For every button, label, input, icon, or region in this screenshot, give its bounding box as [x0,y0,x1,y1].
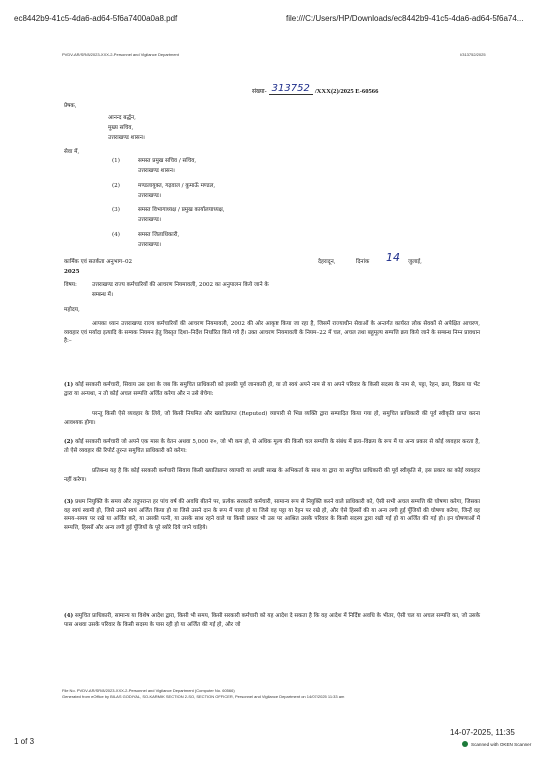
clause-paragraph [64,612,480,629]
clause-proviso: प्रतिबन्ध यह है कि कोई सरकारी कर्मचारी सिवाय किसी ख्यातिप्राप्त व्यापारी या अच्छी साख के अभिकर्ता के साथ या द्वारा या समुचित प्राधिकारी की पूर्व स्वीकृति से, इस प्रकार का कोई व्यवहार नहीं करेगा। [64,468,480,483]
sender-designation: मुख्य सचिव, [108,125,134,131]
recipient-line2: उत्तराखण्ड। [138,217,162,223]
clause-paragraph [64,498,480,532]
section-name: कार्मिक एवं सतर्कता अनुभाग–02 [64,259,133,265]
handwritten-number: 313752 [269,83,313,95]
scanner-logo-icon [462,741,468,747]
sender-office: उत्तराखण्ड शासन। [108,135,145,141]
clause-number: (3) [64,499,74,505]
print-filename: ec8442b9-41c5-4da6-ad64-5f6a7400a0a8.pdf [14,14,178,23]
recipient-no: (1) [112,158,120,164]
clause-text: कोई सरकारी कर्मचारी जो अपने एक मास के वेतन अथवा 5,000 रु०, जो भी कम हो, से अधिक मूल्य की किसी चल सम्पत्ति के संबंध में क्रय–विक्रय के रूप में या अन्य प्रकार से कोई व्यवहार करता है, तो ऐसे व्यवहार की रिपोर्ट तुरन्त समुचित प्राधिकारी को करेगा: [64,439,481,454]
recipients-label: सेवा में, [64,149,80,155]
print-datetime: 14-07-2025, 11:35 [450,728,515,737]
clause-number: (2) [64,439,74,445]
clause-number: (4) [64,613,74,619]
scanner-watermark [462,741,531,747]
subject-label: विषय: [64,282,77,288]
clause-paragraph [64,438,480,455]
letter-number-line [252,83,378,95]
recipient-line1: समस्त प्रमुख सचिव / सचिव, [138,158,197,164]
date-month: जुलाई, [408,259,422,265]
recipient-line2: उत्तराखण्ड। [138,242,162,248]
print-file-path: file:///C:/Users/HP/Downloads/ec8442b9-41c5-4da6-ad64-5f6a74... [286,14,524,23]
clause-text: प्रथम नियुक्ति के समय और तदुपरान्त हर पांच वर्ष की अवधि बीतने पर, प्रत्येक सरकारी कर्मचारी, सामान्य रूप से नियुक्ति करने वाले प्राधिकारी को, ऐसी सभी अचल सम्पत्ति की घोषणा करेगा, जिसका वह स्वयं स्वामी हो, जिसे उसने स्वयं अर्जित किया हो या जिसे उसने दान के रूप में पाया हो या जिसे वह पट्टा या रेहन पर रखे हो, और ऐसे हिस्सों की या अन्य लगी हुई पूँजियों की घोषणा करेगा, जिन्हें वह समय–समय पर रखे या अर्जित करे, या उसकी पत्नी, या उसके साथ रहने वाले या किसी प्रकार भी उस पर आश्रित उसके परिवार के किसी सदस्य द्वारा रखी गई हो या अर्जित की गई हो। इन घोषणाओं में सम्पत्ति, हिस्सों और अन्य लगी हुई पूँजियों के पूरे ब्योरे दिये जाने चाहिये। [64,499,480,531]
recipient-no: (2) [112,183,120,189]
recipient-line1: मण्डलायुक्त, गढ़वाल / कुमाऊँ मण्डल, [138,183,216,189]
number-label: संख्या- [252,88,267,95]
salutation: महोदय, [64,307,80,313]
recipient-line1: समस्त विभागाध्यक्ष / प्रमुख कार्यालयाध्यक्ष, [138,207,225,213]
clause-paragraph [64,381,480,398]
recipient-no: (4) [112,232,120,238]
intro-paragraph: आपका ध्यान उत्तराखण्ड राज्य कर्मचारियों की आचरण नियमावली, 2002 की ओर आकृष्ट किया जा रहा है, जिसमें राज्याधीन सेवाओं के अन्तर्गत कार्यरत लोक सेवकों से अपेक्षित आचरण, व्यवहार एवं मर्यादा इत्यादि के सम्यक नियमन हेतु विस्तृत दिशा–निर्देश निर्धारित किये गये हैं। उक्त आचरण नियमावली के नियम–22 में चल, अचल तथा बहुमूल्य सम्पत्ति क्रय किये जाने के सम्बन्ध निम्न प्रावधान है:– [64,321,480,345]
recipient-line2: उत्तराखण्ड। [138,193,162,199]
recipient-no: (3) [112,207,120,213]
file-reference-right: I/313752/2025 [460,52,486,57]
file-reference-left: PVDV-AR/SR/8/2023-XXX-2-Personnel and Vigilance Department [62,52,179,57]
subject-line2: सम्बन्ध में। [92,292,114,298]
clause-text: कोई सरकारी कर्मचारी, सिवाय उस दशा के जब कि समुचित प्राधिकारी को इसकी पूर्व जानकारी हो, या तो स्वयं अपने नाम से या अपने परिवार के किसी सदस्य के नाम से, पट्टा, रेहन, क्रय, विक्रय या भेंट द्वारा या अन्यथा, न तो कोई अचल सम्पत्ति अर्जित करेगा और न उसे बेचेगा: [64,382,480,397]
number-suffix: /XXX(2)/2025 E-60566 [314,88,379,95]
recipient-line1: समस्त जिलाधिकारी, [138,232,180,238]
clause-number: (1) [64,382,74,388]
file-note-line1: File No. PVDV-AR/SR/8/2023-XXX-2-Personnel and Vigilance Department (Computer No. 60566) [62,688,235,693]
sender-name: आनन्द बर्द्धन, [108,115,136,121]
date-year: 2025 [64,269,80,275]
file-note-line2: Generated from eOffice by BILAS GODIYAL, SO-KARMIK SECTION 2-SO, SECTION OFFICER, Personnel and Vigilance Department on 14/07/2025 11:33 am [62,694,345,699]
print-page-number: 1 of 3 [14,737,35,746]
date-label: दिनांक [356,259,370,265]
clause-text: समुचित प्राधिकारी, सामान्य या विशेष आदेश द्वारा, किसी भी समय, किसी सरकारी कर्मचारी को यह आदेश दे सकता है कि वह आदेश में निर्दिष्ट अवधि के भीतर, ऐसी चल या अचल सम्पत्ति का, जो उसके पास अथवा उसके परिवार के किसी सदस्य के पास रही हो या अर्जित की गई हो, और जो [64,613,481,628]
place: देहरादून, [318,259,336,265]
scanner-text: Scanned with OKEN Scanner [471,741,532,747]
date-day-handwritten: 14 [386,251,400,264]
sender-label: प्रेषक, [64,103,77,109]
clause-proviso: परन्तु किसी ऐसे व्यवहार के लिये, जो किसी नियमित और ख्यातिप्राप्त (Reputed) व्यापारी से भिन्न व्यक्ति द्वारा सम्पादित किया गया हो, समुचित प्राधिकारी की पूर्व स्वीकृति प्राप्त करना आवश्यक होगा। [64,411,480,426]
subject-line1: उत्तराखण्ड राज्य कर्मचारियों की आचरण नियमावली, 2002 का अनुपालन किये जाने के [92,282,269,288]
recipient-line2: उत्तराखण्ड शासन। [138,168,175,174]
